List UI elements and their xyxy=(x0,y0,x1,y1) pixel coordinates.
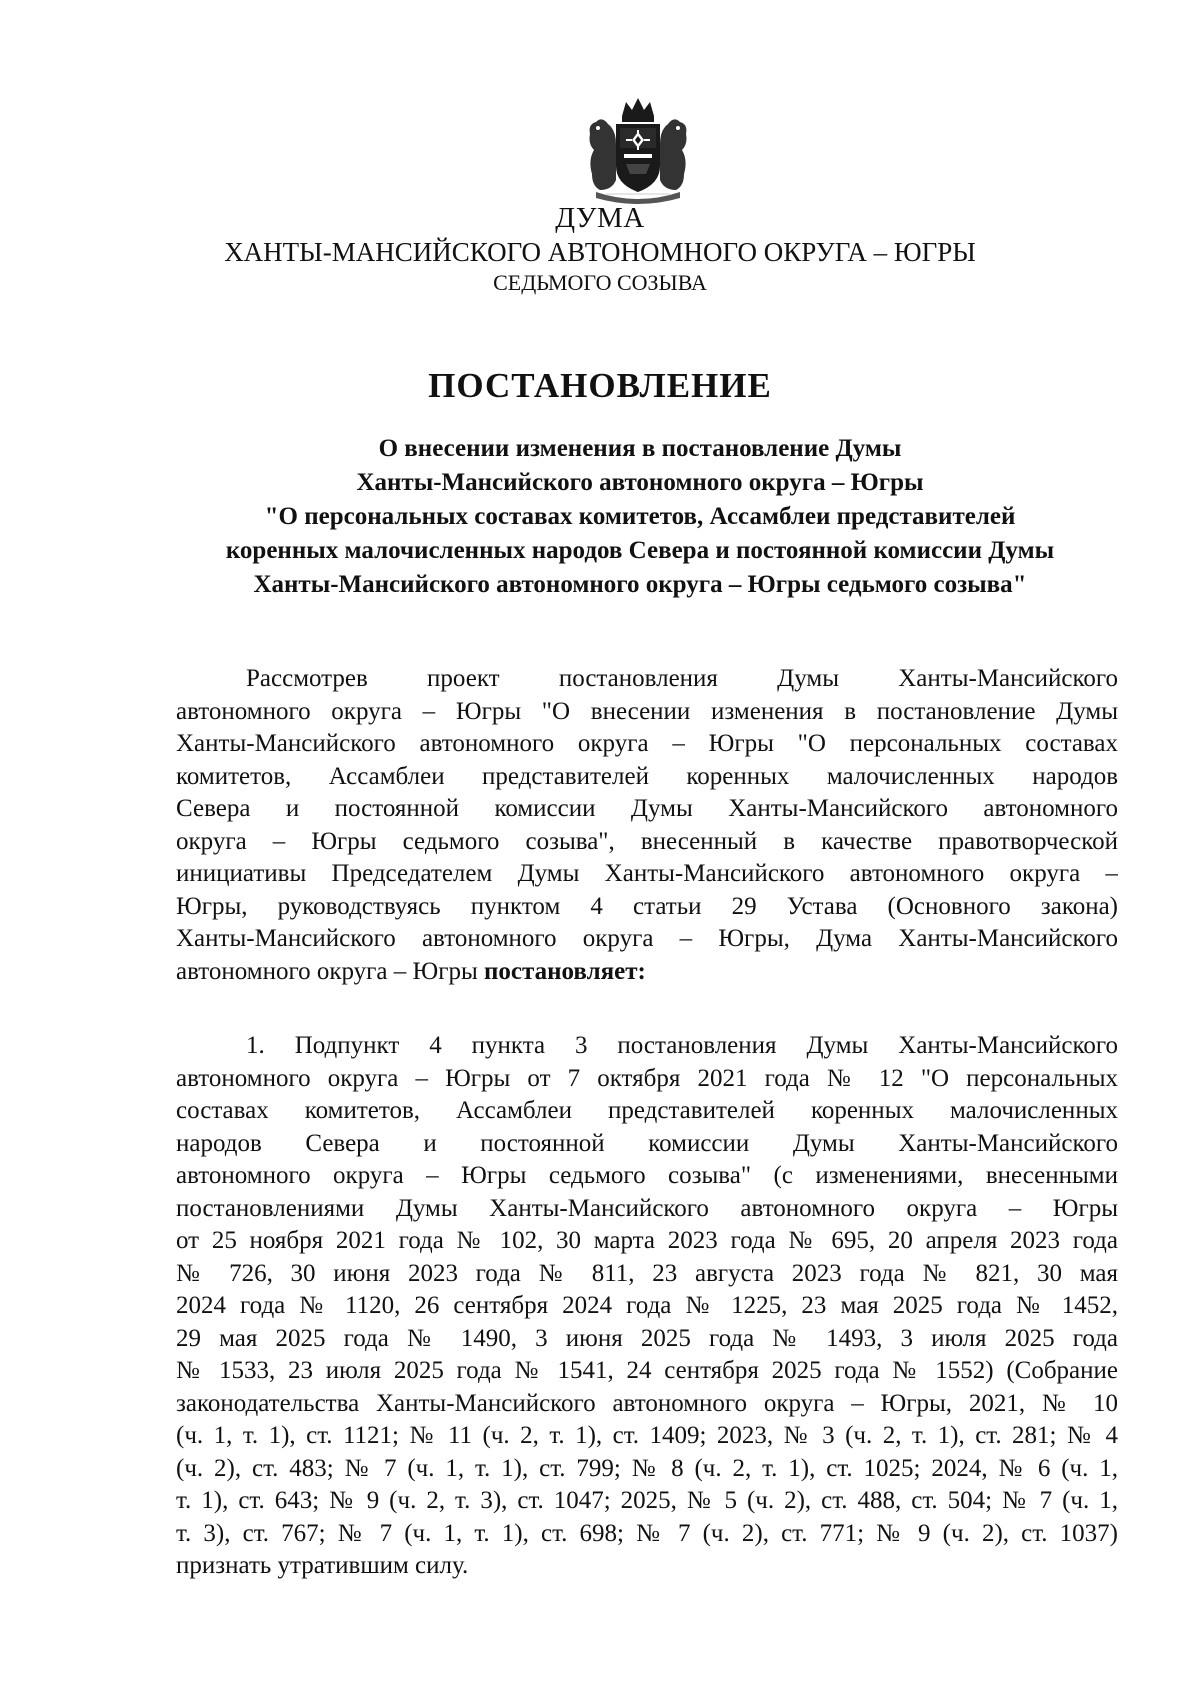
preamble-line: Ханты-Мансийского автономного округа – Югры, Дума Ханты-Мансийского xyxy=(176,925,1118,952)
clause-line: народов Севера и постоянной комиссии Думы Ханты-Мансийского xyxy=(176,1129,1118,1157)
clause-line: 1. Подпункт 4 пункта 3 постановления Думы Ханты-Мансийского xyxy=(246,1032,1118,1059)
org-convocation: СЕДЬМОГО СОЗЫВА xyxy=(493,270,707,295)
title-line: "О персональных составах комитетов, Ассамблеи представителей xyxy=(264,503,1016,530)
clause-line: № 726, 30 июня 2023 года № 811, 23 августа 2023 года № 821, 30 мая xyxy=(176,1259,1118,1287)
clause-line: автономного округа – Югры от 7 октября 2021 года № 12 "О персональных xyxy=(176,1064,1118,1092)
preamble-line: Севера и постоянной комиссии Думы Ханты-Мансийского автономного xyxy=(176,795,1118,822)
coat-of-arms-icon xyxy=(586,94,690,206)
preamble-final-text: автономного округа – Югры xyxy=(176,957,485,985)
preamble-final-line xyxy=(176,956,1118,989)
clause-line: автономного округа – Югры седьмого созыва" (с изменениями, внесенными xyxy=(176,1162,1118,1189)
clause-line: 2024 года № 1120, 26 сентября 2024 года № 1225, 23 мая 2025 года № 1452, xyxy=(176,1292,1118,1319)
preamble-line: Югры, руководствуясь пунктом 4 статьи 29 Устава (Основного закона) xyxy=(176,892,1118,920)
org-name: ДУМА xyxy=(555,202,645,234)
document-title xyxy=(160,432,1120,602)
clause-line: (ч. 2), ст. 483; № 7 (ч. 1, т. 1), ст. 799; № 8 (ч. 2, т. 1), ст. 1025; 2024, № 6 (ч. 1, xyxy=(176,1454,1118,1482)
clause-line: (ч. 1, т. 1), ст. 1121; № 11 (ч. 2, т. 1), ст. 1409; 2023, № 3 (ч. 2, т. 1), ст. 281; № 4 xyxy=(176,1422,1118,1449)
clause-line: законодательства Ханты-Мансийского автономного округа – Югры, 2021, № 10 xyxy=(176,1389,1118,1417)
title-line: О внесении изменения в постановление Думы xyxy=(378,435,902,462)
clause-line: составах комитетов, Ассамблеи представителей коренных малочисленных xyxy=(176,1097,1118,1124)
title-line: Ханты-Мансийского автономного округа – Югры xyxy=(356,469,924,496)
clause-line: № 1533, 23 июля 2025 года № 1541, 24 сентября 2025 года № 1552) (Собрание xyxy=(176,1357,1118,1384)
clause-1-paragraph xyxy=(176,1030,1118,1583)
preamble-line: инициативы Председателем Думы Ханты-Мансийского автономного округа – xyxy=(176,860,1118,887)
clause-line: 29 мая 2025 года № 1490, 3 июня 2025 года № 1493, 3 июля 2025 года xyxy=(176,1324,1118,1352)
preamble-line: округа – Югры седьмого созыва", внесенный в качестве правотворческой xyxy=(176,827,1118,855)
preamble-line: Ханты-Мансийского автономного округа – Югры "О персональных составах xyxy=(176,730,1118,757)
clause-line: т. 3), ст. 767; № 7 (ч. 1, т. 1), ст. 698; № 7 (ч. 2), ст. 771; № 9 (ч. 2), ст. 1037) xyxy=(176,1519,1118,1547)
resolves-keyword: постановляет: xyxy=(484,957,646,985)
preamble-paragraph xyxy=(176,663,1118,988)
clause-line: признать утратившим силу. xyxy=(176,1552,469,1579)
preamble-line: Рассмотрев проект постановления Думы Ханты-Мансийского xyxy=(246,665,1118,692)
org-region: ХАНТЫ-МАНСИЙСКОГО АВТОНОМНОГО ОКРУГА – ЮГРЫ xyxy=(224,237,976,267)
clause-line: постановлениями Думы Ханты-Мансийского автономного округа – Югры xyxy=(176,1194,1118,1222)
title-line: Ханты-Мансийского автономного округа – Югры седьмого созыва" xyxy=(253,571,1027,598)
document-type: ПОСТАНОВЛЕНИЕ xyxy=(428,366,772,405)
preamble-line: автономного округа – Югры "О внесении изменения в постановление Думы xyxy=(176,697,1118,725)
title-line: коренных малочисленных народов Севера и постоянной комиссии Думы xyxy=(225,537,1055,564)
clause-line: т. 1), ст. 643; № 9 (ч. 2, т. 3), ст. 1047; 2025, № 5 (ч. 2), ст. 488, ст. 504; № 7 (ч. 1, xyxy=(176,1487,1118,1514)
clause-line: от 25 ноября 2021 года № 102, 30 марта 2023 года № 695, 20 апреля 2023 года xyxy=(176,1227,1118,1254)
preamble-line: комитетов, Ассамблеи представителей коренных малочисленных народов xyxy=(176,762,1118,790)
